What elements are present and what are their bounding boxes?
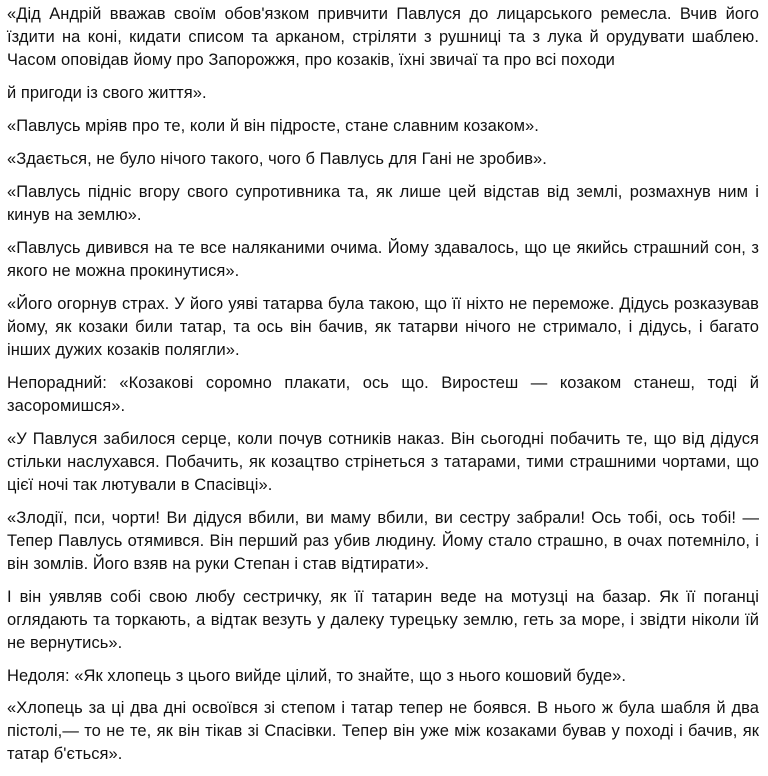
document-body: [7, 0, 759, 776]
paragraph-12: Недоля: «Як хлопець з цього вийде цілий, то знайте, що з нього кошовий буде».: [7, 667, 627, 685]
paragraph-7: «Його огорнув страх. У його уяві татарва була такою, що її ніхто не переможе. Дідусь розказував йому, як козаки били татар, та ось він бачив, як татарви нічого не стримало, і дідусь, і багато інших дужих козаків полягли».: [7, 295, 759, 359]
paragraph-1: «Дід Андрій вважав своїм обов'язком привчити Павлуся до лицарського ремесла. Вчив його їздити на коні, кидати списом та арканом, стріляти з рушниці та з лука й орудувати шаблею. Часом оповідав йому про Запорожжя, про козаків, їхні звичаї та про всі походи: [7, 5, 759, 69]
paragraph-3: «Павлусь мріяв про те, коли й він підросте, стане славним козаком».: [7, 117, 539, 135]
paragraph-2: й пригоди із свого життя».: [7, 84, 207, 102]
paragraph-4: «Здається, не було нічого такого, чого б Павлусь для Гані не зробив».: [7, 150, 547, 168]
paragraph-8: Непорадний: «Козакові соромно плакати, ось що. Виростеш — козаком станеш, тоді й засоромишся».: [7, 374, 759, 415]
paragraph-10: «Злодії, пси, чорти! Ви дідуся вбили, ви маму вбили, ви сестру забрали! Ось тобі, ось тобі! — Тепер Павлусь отямився. Він перший раз убив людину. Йому стало страшно, в очах потемніло, і він зомлів. Його взяв на руки Степан і став відтирати».: [7, 509, 759, 573]
paragraph-9: «У Павлуся забилося серце, коли почув сотників наказ. Він сьогодні побачить те, що від дідуся стільки наслухався. Побачить, як козацтво стрінеться з татарами, тими страшними чортами, що цієї ночі так лютували в Спасівці».: [7, 430, 759, 494]
paragraph-11: І він уявляв собі свою любу сестричку, як її татарин веде на мотузці на базар. Як її поганці оглядають та торкають, а відтак везуть у далеку турецьку землю, геть за море, і звідти ніколи їй не вернутись».: [7, 588, 759, 652]
paragraph-6: «Павлусь дивився на те все наляканими очима. Йому здавалось, що це якийсь страшний сон, з якого не можна прокинутися».: [7, 239, 759, 280]
paragraph-13: «Хлопець за ці два дні освоївся зі степом і татар тепер не боявся. В нього ж була шабля й два пістолі,— то не те, як він тікав зі Спасівки. Тепер він уже між козаками бував у поході і бачив, як татар б'ється».: [7, 699, 759, 763]
paragraph-5: «Павлусь підніс вгору свого супротивника та, як лише цей відстав від землі, розмахнув ним і кинув на землю».: [7, 183, 759, 224]
